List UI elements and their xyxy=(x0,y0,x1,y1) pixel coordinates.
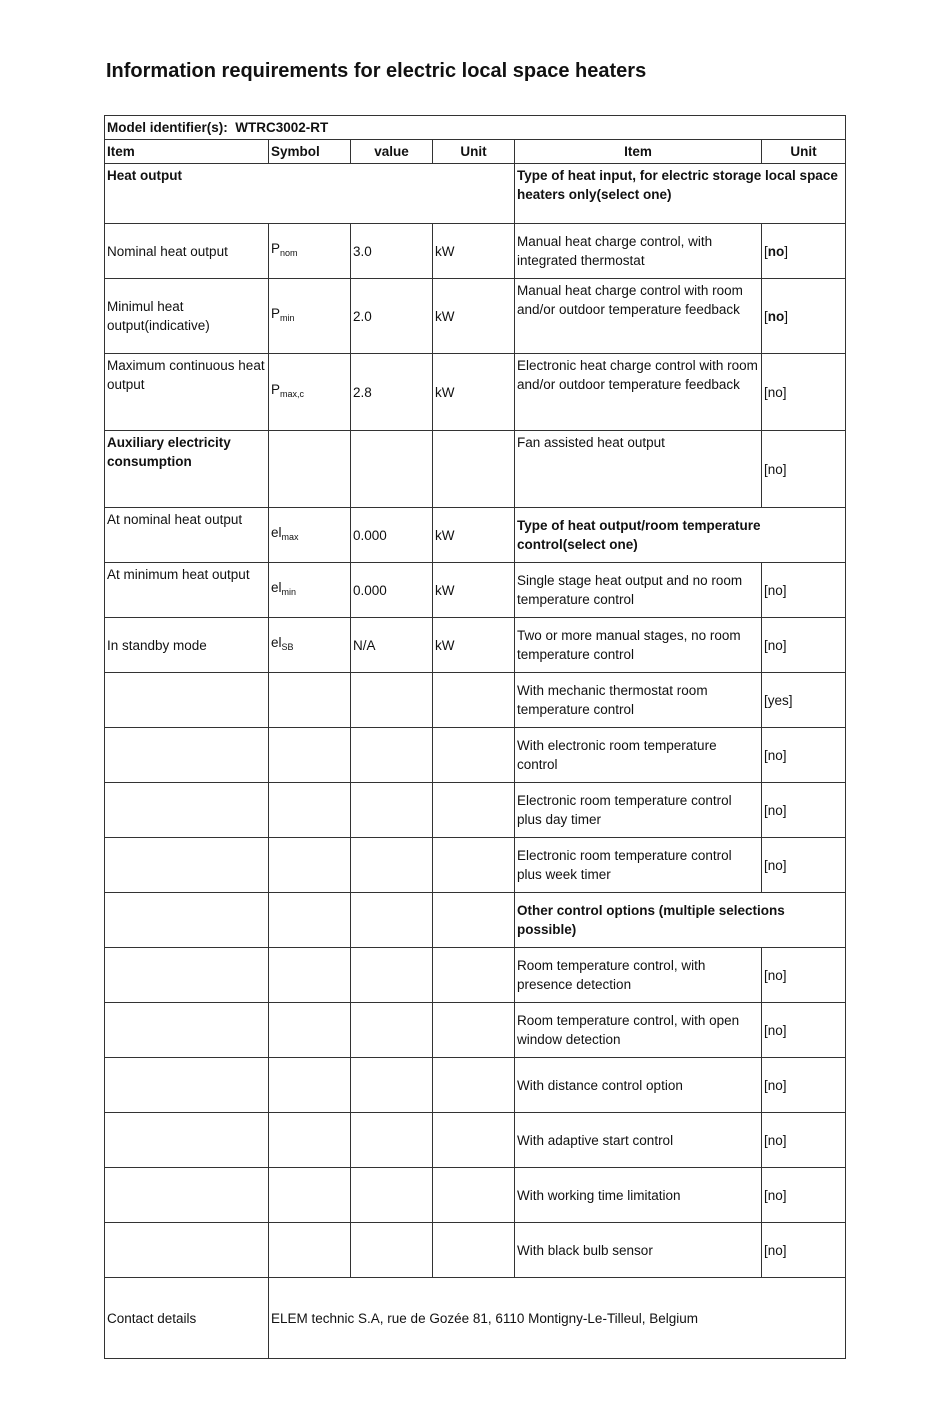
table-row xyxy=(105,279,846,354)
option-label: Electronic heat charge control with room and/or outdoor temperature feedback xyxy=(515,354,762,431)
option-label: Two or more manual stages, no room temperature control xyxy=(515,618,762,673)
contact-row xyxy=(105,1278,846,1359)
row-symbol: $el_{max}$ xyxy=(269,508,351,563)
row-unit: kW xyxy=(433,508,515,563)
table-row xyxy=(105,563,846,618)
option-value: [no] xyxy=(762,354,846,431)
table-row xyxy=(105,1058,846,1113)
option-value: [no] xyxy=(762,563,846,618)
row-value: 0.000 xyxy=(351,508,433,563)
row-label: Minimul heat output(indicative) xyxy=(105,279,269,354)
option-value: [no] xyxy=(762,728,846,783)
row-symbol: $P_{max,c}$ xyxy=(269,354,351,431)
section-heat-input: Type of heat input, for electric storage local space heaters only(select one) xyxy=(515,164,846,224)
row-value: 3.0 xyxy=(351,224,433,279)
option-value: [no] xyxy=(762,838,846,893)
row-symbol: $el_{min}$ xyxy=(269,563,351,618)
header-symbol: Symbol xyxy=(269,140,351,164)
option-label: With black bulb sensor xyxy=(515,1223,762,1278)
option-value: [no] xyxy=(762,1223,846,1278)
table-row xyxy=(105,431,846,508)
row-symbol: $P_{nom}$ xyxy=(269,224,351,279)
option-value: [no] xyxy=(762,783,846,838)
table-row xyxy=(105,1113,846,1168)
table-row xyxy=(105,618,846,673)
option-value: [no] xyxy=(762,431,846,508)
table-row xyxy=(105,224,846,279)
row-symbol: $el_{SB}$ xyxy=(269,618,351,673)
option-label: Manual heat charge control, with integrated thermostat xyxy=(515,224,762,279)
header-unit: Unit xyxy=(433,140,515,164)
model-label: Model identifier(s): xyxy=(107,120,228,135)
table-row xyxy=(105,728,846,783)
option-value: [no] xyxy=(762,1058,846,1113)
row-value: 2.8 xyxy=(351,354,433,431)
option-label: Room temperature control, with open window detection xyxy=(515,1003,762,1058)
row-label: In standby mode xyxy=(105,618,269,673)
row-label: At minimum heat output xyxy=(105,563,269,618)
model-row xyxy=(105,116,846,140)
option-label: With electronic room temperature control xyxy=(515,728,762,783)
row-value: N/A xyxy=(351,618,433,673)
table-row xyxy=(105,948,846,1003)
contact-label: Contact details xyxy=(105,1278,269,1359)
table-row xyxy=(105,354,846,431)
table-row xyxy=(105,838,846,893)
table-row xyxy=(105,508,846,563)
option-label: Room temperature control, with presence detection xyxy=(515,948,762,1003)
row-unit: kW xyxy=(433,563,515,618)
row-unit: kW xyxy=(433,618,515,673)
header-item: Item xyxy=(105,140,269,164)
option-value: [no] xyxy=(762,1003,846,1058)
spec-table xyxy=(104,115,846,1359)
table-row xyxy=(105,1223,846,1278)
header-unit-right: Unit xyxy=(762,140,846,164)
option-value: [no] xyxy=(762,1113,846,1168)
table-row xyxy=(105,673,846,728)
header-row xyxy=(105,140,846,164)
row-label: At nominal heat output xyxy=(105,508,269,563)
option-label: With working time limitation xyxy=(515,1168,762,1223)
option-label: With distance control option xyxy=(515,1058,762,1113)
row-unit: kW xyxy=(433,224,515,279)
option-value: [no] xyxy=(762,618,846,673)
header-item-right: Item xyxy=(515,140,762,164)
page-title: Information requirements for electric local space heaters xyxy=(106,60,647,82)
row-label: Maximum continuous heat output xyxy=(105,354,269,431)
row-symbol: $P_{min}$ xyxy=(269,279,351,354)
row-label: Nominal heat output xyxy=(105,224,269,279)
table-row xyxy=(105,1168,846,1223)
model-value: WTRC3002-RT xyxy=(235,120,329,135)
option-label: Fan assisted heat output xyxy=(515,431,762,508)
table-row xyxy=(105,164,846,224)
option-label: Manual heat charge control with room and/or outdoor temperature feedback xyxy=(515,279,762,354)
option-label: Electronic room temperature control plus week timer xyxy=(515,838,762,893)
option-value: [no] xyxy=(762,948,846,1003)
row-unit: kW xyxy=(433,279,515,354)
section-room-control: Type of heat output/room temperature control(select one) xyxy=(515,508,846,563)
table-row xyxy=(105,893,846,948)
section-aux: Auxiliary electricity consumption xyxy=(105,431,269,508)
row-value: 2.0 xyxy=(351,279,433,354)
row-unit: kW xyxy=(433,354,515,431)
option-label: With adaptive start control xyxy=(515,1113,762,1168)
option-label: Electronic room temperature control plus day timer xyxy=(515,783,762,838)
table-row xyxy=(105,783,846,838)
option-value: [no] xyxy=(762,1168,846,1223)
table-row xyxy=(105,1003,846,1058)
row-value: 0.000 xyxy=(351,563,433,618)
section-heat-output: Heat output xyxy=(105,164,515,224)
option-label: With mechanic thermostat room temperature control xyxy=(515,673,762,728)
option-value: [no] xyxy=(762,279,846,354)
model-cell xyxy=(105,116,846,140)
option-value: [no] xyxy=(762,224,846,279)
option-label: Single stage heat output and no room temperature control xyxy=(515,563,762,618)
header-value: value xyxy=(351,140,433,164)
option-value: [yes] xyxy=(762,673,846,728)
contact-value: ELEM technic S.A, rue de Gozée 81, 6110 Montigny-Le-Tilleul, Belgium xyxy=(269,1278,846,1359)
section-other-options: Other control options (multiple selections possible) xyxy=(515,893,846,948)
